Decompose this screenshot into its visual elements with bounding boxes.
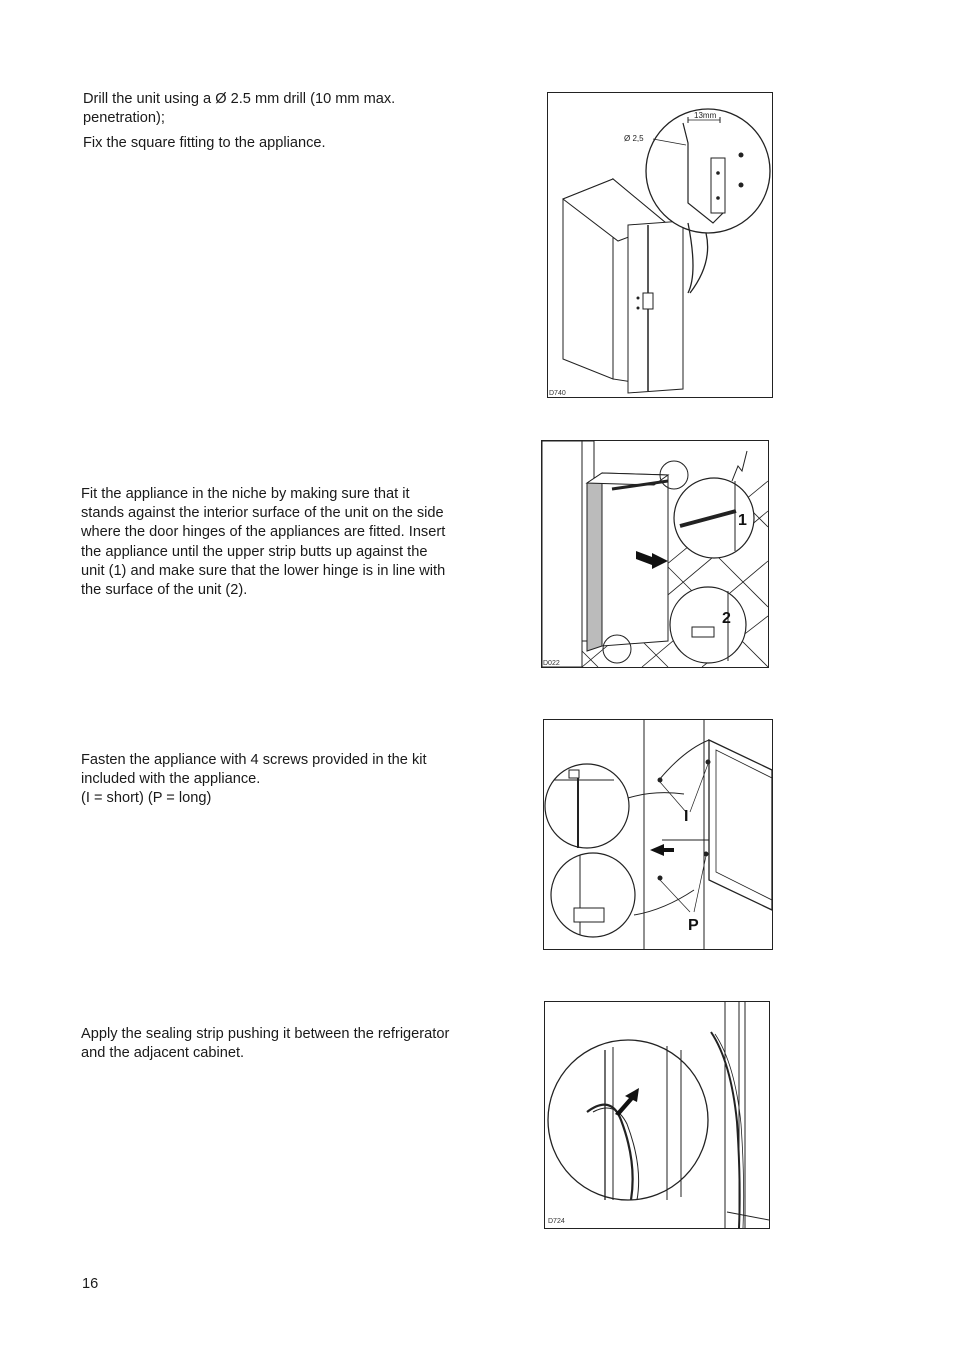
figure-fit-niche: [541, 440, 769, 668]
step-2-text: [81, 485, 453, 606]
fit-niche-illustration: [542, 441, 768, 667]
step-3-paragraph-1: Fasten the appliance with 4 screws provided in the kit included with the appliance.: [81, 752, 427, 788]
long-screw-label: P: [688, 917, 699, 934]
drill-fitting-illustration: [548, 93, 772, 397]
sealing-strip-illustration: [545, 1002, 769, 1228]
short-screw-label: I: [684, 808, 689, 825]
step-3-text: [81, 751, 453, 815]
figure-code-d724: D724: [548, 1218, 565, 1225]
drill-diameter-label: Ø 2,5: [624, 134, 644, 143]
fasten-screws-illustration: [544, 720, 772, 949]
figure-code-d022: D022: [543, 660, 560, 667]
figure-code-d740: D740: [549, 390, 566, 397]
step-3-paragraph-2: (I = short) (P = long): [81, 790, 212, 807]
step-1-text: [83, 90, 463, 160]
step-2-paragraph-1: Fit the appliance in the niche by making sure that it stands against the interior surface of the unit on the side where the door hinges of the appliances are fitted. Insert the appliance until the upper strip butts up against the unit (1) and make sure that the lower hinge is in line with the surface of the unit (2).: [81, 486, 446, 599]
figure-fasten-screws: [543, 719, 773, 950]
step-1-paragraph-2: Fix the square fitting to the appliance.: [83, 135, 326, 152]
step-1-paragraph-1: Drill the unit using a Ø 2.5 mm drill (10 mm max. penetration);: [83, 91, 396, 127]
callout-1-label: 1: [738, 512, 747, 529]
figure-drill-fitting: [547, 92, 773, 398]
figure-sealing-strip: [544, 1001, 770, 1229]
page-number: 16: [82, 1276, 99, 1292]
step-4-paragraph-1: Apply the sealing strip pushing it between the refrigerator and the adjacent cabinet.: [81, 1026, 450, 1062]
step-4-text: [81, 1025, 453, 1069]
distance-label: 13mm: [694, 111, 717, 120]
callout-2-label: 2: [722, 610, 731, 627]
